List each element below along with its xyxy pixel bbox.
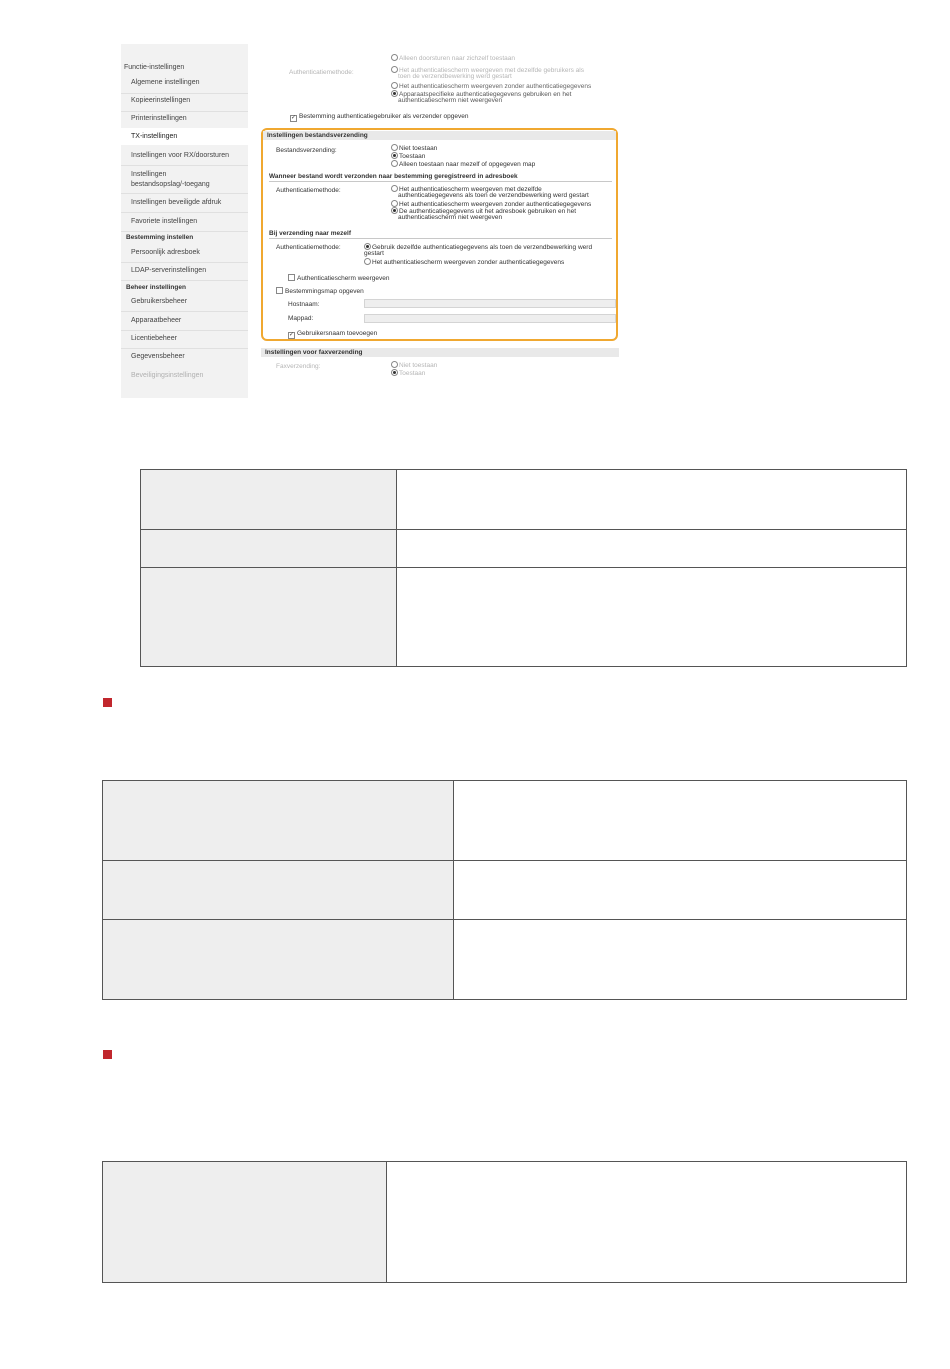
subhead-send-to-self: Bij verzending naar mezelf xyxy=(269,230,351,237)
sidebar-section-management: Beheer instellingen xyxy=(126,284,186,291)
top-option-self-only[interactable]: Alleen doorsturen naar zichzelf toestaan xyxy=(391,54,515,62)
table-row xyxy=(103,861,906,920)
settings-table-1 xyxy=(140,469,907,667)
sidebar-item-rx[interactable]: Instellingen voor RX/doorsturen xyxy=(131,152,230,159)
table-row xyxy=(141,530,906,568)
table-row xyxy=(103,920,906,999)
section-file-sending: Instellingen bestandsverzending xyxy=(263,131,616,140)
file-tx-option-allow[interactable]: Toestaan xyxy=(391,152,425,160)
sidebar-item-file-storage-1[interactable]: Instellingen xyxy=(131,171,167,178)
table-row xyxy=(103,781,906,861)
sidebar-item-function-settings[interactable]: Functie-instellingen xyxy=(124,64,185,71)
self-option-1[interactable]: Gebruik dezelfde authenticatiegegevens als toen de verzendbewerking werd xyxy=(364,243,592,251)
sidebar-item-license-management[interactable]: Licentiebeheer xyxy=(131,335,177,342)
top-auth-option-3[interactable]: Apparaatspecifieke authenticatiegegevens gebruiken en het xyxy=(391,90,571,98)
fax-option-allow[interactable]: Toestaan xyxy=(391,369,425,377)
sidebar-item-faded xyxy=(121,47,248,56)
top-auth-option-2[interactable]: Het authenticatiescherm weergeven zonder authenticatiegegevens xyxy=(391,82,591,90)
ab-option-1[interactable]: Het authenticatiescherm weergeven met dezelfde xyxy=(391,185,542,193)
fax-option-deny[interactable]: Niet toestaan xyxy=(391,361,437,369)
sidebar-item-data-management[interactable]: Gegevensbeheer xyxy=(131,353,185,360)
folder-label: Mappad: xyxy=(288,315,314,322)
table-row xyxy=(141,568,906,666)
sidebar-item-printer[interactable]: Printerinstellingen xyxy=(131,115,187,122)
file-tx-option-deny[interactable]: Niet toestaan xyxy=(391,144,437,152)
username-checkbox[interactable]: ✓ Gebruikersnaam toevoegen xyxy=(289,330,378,338)
section-bullet-icon xyxy=(103,698,112,707)
sidebar-item-user-management[interactable]: Gebruikersbeheer xyxy=(131,298,188,305)
ab-option-3[interactable]: De authenticatiegegevens uit het adresboek gebruiken en het xyxy=(391,207,576,215)
subhead-addressbook: Wanneer bestand wordt verzonden naar bestemming geregistreerd in adresboek xyxy=(269,173,518,180)
sidebar-item-file-storage-2[interactable]: bestandsopslag/-toegang xyxy=(131,181,210,188)
sidebar-item-device-management[interactable]: Apparaatbeheer xyxy=(131,317,182,324)
top-auth-option-1-cont: toen de verzendbewerking werd gestart xyxy=(398,73,512,80)
file-tx-option-self[interactable]: Alleen toestaan naar mezelf of opgegeven map xyxy=(391,160,535,168)
host-input[interactable] xyxy=(364,299,616,308)
settings-screenshot xyxy=(121,44,633,398)
ab-option-3-cont: authenticatiescherm niet weergeven xyxy=(398,214,503,221)
sidebar-item-tx[interactable]: TX-instellingen xyxy=(121,128,248,145)
self-auth-screen-checkbox[interactable]: Authenticatiescherm weergeven xyxy=(288,274,390,282)
self-option-1-cont: gestart xyxy=(364,250,384,257)
ab-option-1-cont: authenticatiegegevens als toen de verzendbewerking werd gestart xyxy=(398,192,589,199)
section-bullet-icon xyxy=(103,1050,112,1059)
sidebar-item-general[interactable]: Algemene instellingen xyxy=(131,79,200,86)
host-label: Hostnaam: xyxy=(288,301,320,308)
top-sender-checkbox[interactable]: ✓ Bestemming authenticatiegebruiker als verzender opgeven xyxy=(291,113,469,121)
ab-option-2[interactable]: Het authenticatiescherm weergeven zonder authenticatiegegevens xyxy=(391,200,591,208)
dest-folder-checkbox[interactable]: Bestemmingsmap opgeven xyxy=(276,287,364,295)
self-option-2[interactable]: Het authenticatiescherm weergeven zonder authenticatiegegevens xyxy=(364,258,564,266)
file-tx-label: Bestandsverzending: xyxy=(276,147,337,154)
top-auth-option-1[interactable]: Het authenticatiescherm weergeven met dezelfde gebruikers als xyxy=(391,66,584,74)
top-auth-label: Authenticatiemethode: xyxy=(289,69,354,76)
settings-sidebar xyxy=(121,44,248,398)
table-row xyxy=(103,1162,906,1282)
top-auth-option-3-cont: authenticatiescherm niet weergeven xyxy=(398,97,503,104)
section-fax: Instellingen voor faxverzending xyxy=(261,348,619,357)
table-row xyxy=(141,470,906,530)
settings-table-3 xyxy=(102,1161,907,1283)
folder-input[interactable] xyxy=(364,314,616,323)
ab-auth-label: Authenticatiemethode: xyxy=(276,187,341,194)
sidebar-item-copy[interactable]: Kopieerinstellingen xyxy=(131,97,191,104)
sidebar-item-secure-print[interactable]: Instellingen beveiligde afdruk xyxy=(131,199,222,206)
sidebar-item-personal-addressbook[interactable]: Persoonlijk adresboek xyxy=(131,249,200,256)
self-auth-label: Authenticatiemethode: xyxy=(276,244,341,251)
fax-label: Faxverzending: xyxy=(276,363,321,370)
settings-main xyxy=(261,44,633,398)
sidebar-item-ldap[interactable]: LDAP-serverinstellingen xyxy=(131,267,207,274)
sidebar-item-security-settings[interactable]: Beveiligingsinstellingen xyxy=(131,372,204,379)
sidebar-section-destination: Bestemming instellen xyxy=(126,234,194,241)
sidebar-item-favorites[interactable]: Favoriete instellingen xyxy=(131,218,198,225)
settings-table-2 xyxy=(102,780,907,1000)
